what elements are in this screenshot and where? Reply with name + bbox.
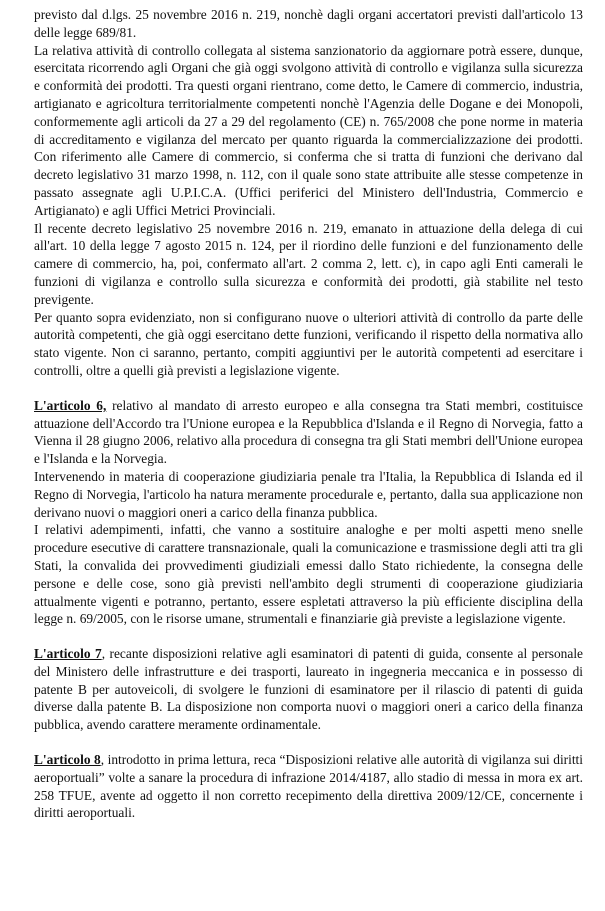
paragraph-article-6 (34, 397, 583, 468)
spacer (34, 380, 583, 397)
article-6-heading: L'articolo 6, (34, 397, 107, 413)
paragraph-article-6-cooperation: Intervenendo in materia di cooperazione giudiziaria penale tra l'Italia, la Repubblica di Islanda ed il Regno di Norvegia, l'articolo ha natura meramente procedurale e, pertanto, dalla sua applicazione non derivano nuovi o maggiori oneri a carico della finanza pubblica. (34, 468, 583, 520)
article-8-text: , introdotto in prima lettura, reca “Disposizioni relative alle autorità di vigilanza sui diritti aeroportuali” volte a sanare la procedura di infrazione 2014/4187, allo stadio di messa in mora ex art. 258 TFUE, avente ad oggetto il non corretto recepimento della direttiva 2009/12/CE, concernente i diritti aeroportuali. (34, 752, 584, 821)
paragraph-article-8 (34, 751, 583, 822)
article-7-heading: L'articolo 7 (34, 646, 102, 662)
spacer (34, 628, 583, 645)
paragraph-article-6-obligations: I relativi adempimenti, infatti, che vanno a sostituire analoghe e per molti aspetti meno snelle procedure esecutive di carattere transnazionale, quali la comunicazione e trasmissione degli atti tra gli Stati, la convalida dei provvedimenti giudiziali emessi dallo Stato richiedente, la consegna delle persone e delle cose, sono già previsti nell'ambito degli strumenti di cooperazione giudiziaria attualmente vigenti e potranno, pertanto, essere espletati attraverso la più efficiente disciplina della legge n. 69/2005, con le risorse umane, strumentali e finanziarie già previste a legislazione vigente. (34, 522, 583, 627)
paragraph-control-activity: La relativa attività di controllo collegata al sistema sanzionatorio da aggiornare potrà essere, dunque, esercitata ricorrendo agli Organi che già oggi svolgono attività di controllo e vigilanza sulla sicurezza e conformità dei prodotti. Tra questi organi rientrano, come detto, le Camere di commercio, industria, artigianato e agricoltura territorialmente competenti nonchè l'Agenzia delle Dogane e dei Monopoli, conformemente agli articoli da 27 a 29 del regolamento (CE) n. 765/2008 che pone norme in materia di accreditamento e vigilanza del mercato per quanto riguarda la commercializzazione dei prodotti. Con riferimento alle Camere di commercio, si conferma che si tratta di funzioni che derivano dal decreto legislativo 31 marzo 1998, n. 112, con il quale sono state attribuite alle stesse competenze in passato assegnate agli U.P.I.C.A. (Uffici periferici del Ministero dell'Industria, Commercio e Artigianato) e agli Uffici Metrici Provinciali. (34, 42, 583, 218)
paragraph-article-7 (34, 645, 583, 734)
paragraph-intro-continuation: previsto dal d.lgs. 25 novembre 2016 n. 219, nonchè dagli organi accertatori previsti dall'articolo 13 delle legge 689/81. (34, 7, 583, 40)
article-8-heading: L'articolo 8 (34, 752, 101, 768)
paragraph-conclusion: Per quanto sopra evidenziato, non si configurano nuove o ulteriori attività di controllo da parte delle autorità competenti, che già oggi esercitano dette funzioni, verificando il rispetto della normativa allo stato vigente. Non ci saranno, pertanto, compiti aggiuntivi per le autorità competenti ad esercitare i controlli, oltre a quelli già previsti a legislazione vigente. (34, 309, 583, 378)
article-7-text: , recante disposizioni relative agli esaminatori di patenti di guida, consente al personale del Ministero delle infrastrutture e dei trasporti, laureato in ingegneria meccanica e in possesso di patente B per autoveicoli, di svolgere le funzioni di esaminatore per il rilascio di patenti di guida diverse dalla patente B. La disposizione non comporta nuovi o maggiori oneri a carico della finanza pubblica, avendo carattere meramente ordinamentale. (34, 646, 583, 733)
spacer (34, 734, 583, 751)
paragraph-recent-decree: Il recente decreto legislativo 25 novembre 2016 n. 219, emanato in attuazione della delega di cui all'art. 10 della legge 7 agosto 2015 n. 124, per il riordino delle funzioni e del funzionamento delle camere di commercio, ha, poi, confermato all'art. 2 comma 2, lett. c), in capo agli Enti camerali le funzioni di vigilanza e controllo sulla sicurezza e conformità dei prodotti, già stabilite nel testo previgente. (34, 220, 583, 307)
article-6-text: relativo al mandato di arresto europeo e alla consegna tra Stati membri, costituisce attuazione dell'Accordo tra l'Unione europea e la Repubblica d'Islanda e il Regno di Norvegia, fatto a Vienna il 28 giugno 2006, relativo alla procedura di consegna tra gli Stati membri dell'Unione europea e l'Islanda e la Norvegia. (34, 397, 583, 467)
